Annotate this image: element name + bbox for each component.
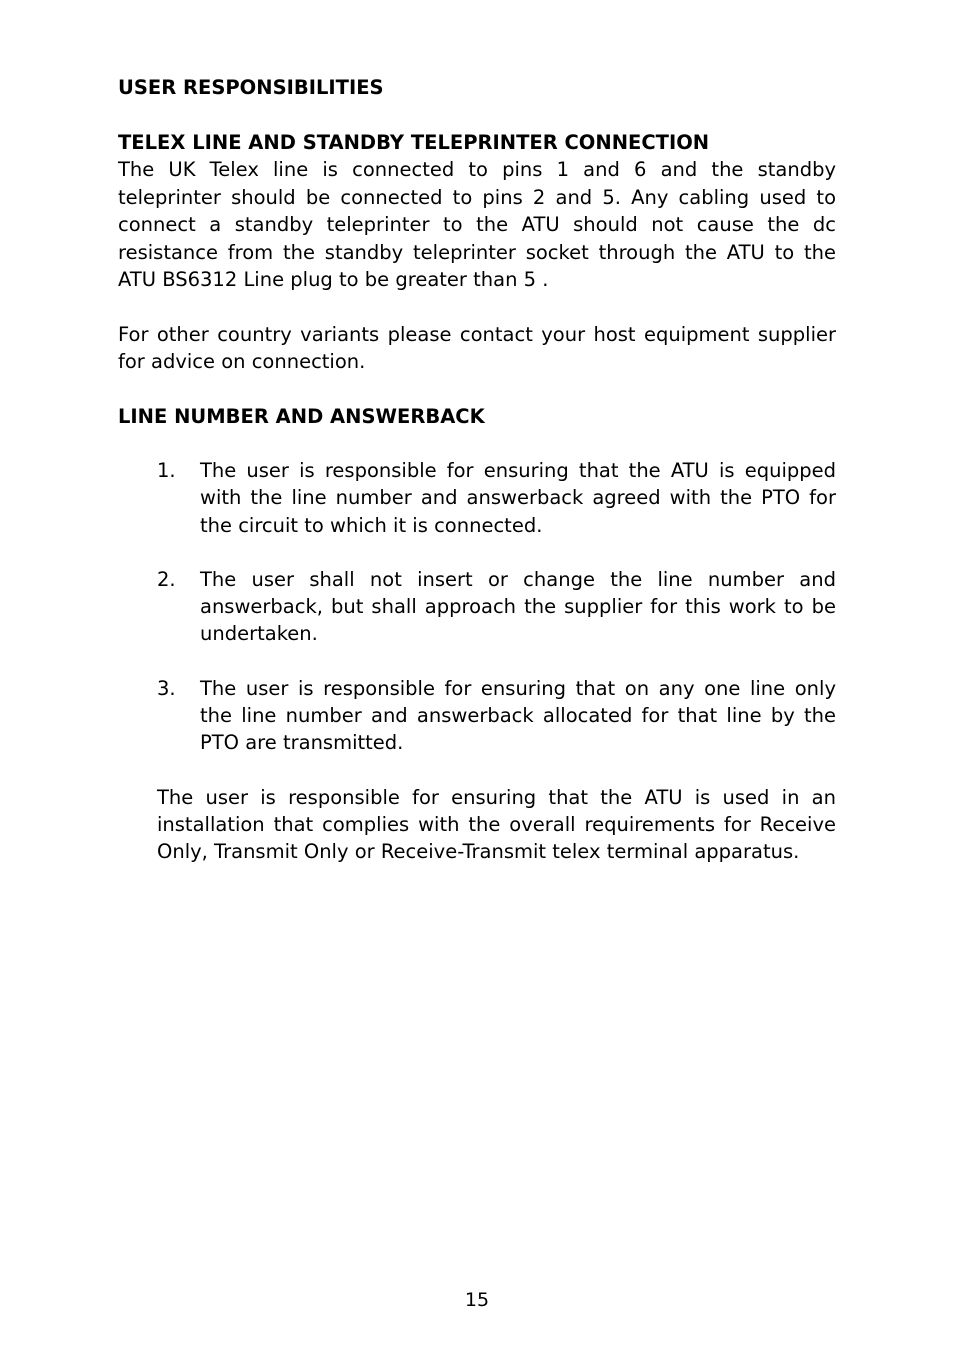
list-item-number: 2. (157, 567, 176, 591)
line-number-heading: LINE NUMBER AND ANSWERBACK (118, 404, 485, 428)
list-item-number: 1. (157, 459, 176, 482)
spacer (118, 757, 836, 784)
spacer (118, 102, 836, 129)
country-variants-paragraph: For other country variants please contact your host equipment supplier for advice on connection. (118, 322, 836, 373)
section-title: USER RESPONSIBILITIES (118, 76, 384, 99)
list-item-text: The user shall not insert or change the line number and answerback, but shall approach the supplier for this work to be undertaken. (200, 567, 836, 646)
document-body (118, 74, 836, 866)
telex-heading: TELEX LINE AND STANDBY TELEPRINTER CONNECTION (118, 130, 710, 154)
list-item-text: The user is responsible for ensuring that the ATU is equipped with the line number and answerback agreed with the PTO for the circuit to which it is connected. (200, 459, 836, 537)
list-item-text: The user is responsible for ensuring that on any one line only the line number and answerback allocated for that line by the PTO are transmitted. (200, 676, 836, 755)
spacer (118, 430, 836, 457)
list-item (118, 675, 836, 757)
spacer (118, 294, 836, 321)
spacer (118, 648, 836, 675)
list-item (118, 457, 836, 539)
page-number: 15 (464, 1289, 490, 1311)
telex-paragraph: The UK Telex line is connected to pins 1 and 6 and the standby teleprinter should be connected to pins 2 and 5. Any cabling used to connect a standby teleprinter to the ATU should not cause the dc resistance from the standby teleprinter socket through the ATU to the ATU BS6312 Line plug to be greater than 5 . (118, 158, 836, 291)
list-item-number: 3. (157, 676, 176, 700)
spacer (118, 376, 836, 403)
spacer (118, 539, 836, 566)
list-item (118, 566, 836, 648)
closing-paragraph: The user is responsible for ensuring that the ATU is used in an installation that complies with the overall requirements for Receive Only, Transmit Only or Receive-Transmit telex terminal apparatus. (157, 785, 836, 864)
responsibility-list (118, 457, 836, 757)
